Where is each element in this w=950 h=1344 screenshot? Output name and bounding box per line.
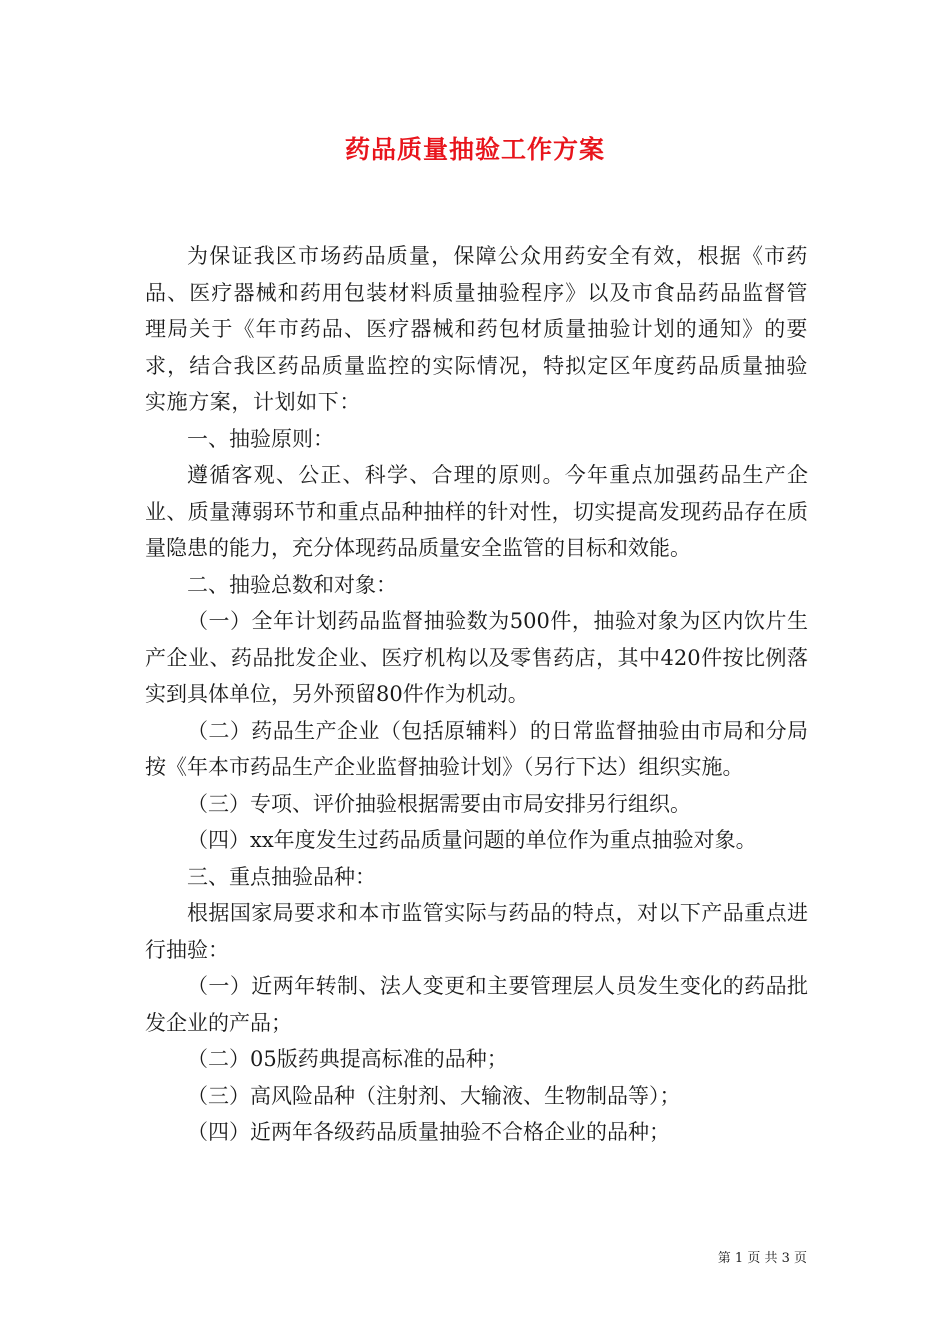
totals-item-1: （一）全年计划药品监督抽验数为500件，抽验对象为区内饮片生产企业、药品批发企业、医疗机构以及零售药店，其中420件按比例落实到具体单位，另外预留80件作为机动。 bbox=[145, 609, 808, 706]
document-body bbox=[145, 238, 808, 1151]
page-number: 第 1 页 共 3 页 bbox=[717, 1251, 807, 1266]
totals-item-3: （三）专项、评价抽验根据需要由市局安排另行组织。 bbox=[187, 791, 691, 816]
intro-paragraph: 为保证我区市场药品质量，保障公众用药安全有效，根据《市药品、医疗器械和药用包装材料质量抽验程序》以及市食品药品监督管理局关于《年市药品、医疗器械和药包材质量抽验计划的通知》的要求，结合我区药品质量监控的实际情况，特拟定区年度药品质量抽验实施方案，计划如下： bbox=[145, 244, 808, 414]
key-varieties-item-3: （三）高风险品种（注射剂、大输液、生物制品等）； bbox=[187, 1083, 681, 1108]
key-varieties-item-2: （二）05版药典提高标准的品种； bbox=[187, 1047, 508, 1071]
section-heading-totals: 二、抽验总数和对象： bbox=[187, 572, 397, 597]
section-heading-key-varieties: 三、重点抽验品种： bbox=[187, 864, 376, 889]
document-title: 药品质量抽验工作方案 bbox=[344, 135, 605, 164]
totals-item-4: （四）xx年度发生过药品质量问题的单位作为重点抽验对象。 bbox=[187, 828, 757, 852]
totals-item-2: （二）药品生产企业（包括原辅料）的日常监督抽验由市局和分局按《年本市药品生产企业监督抽验计划》（另行下达）组织实施。 bbox=[145, 718, 808, 779]
key-varieties-item-1: （一）近两年转制、法人变更和主要管理层人员发生变化的药品批发企业的产品； bbox=[145, 974, 808, 1035]
key-varieties-item-4: （四）近两年各级药品质量抽验不合格企业的品种； bbox=[187, 1120, 670, 1144]
key-varieties-intro: 根据国家局要求和本市监管实际与药品的特点，对以下产品重点进行抽验： bbox=[145, 901, 808, 962]
principles-paragraph: 遵循客观、公正、科学、合理的原则。今年重点加强药品生产企业、质量薄弱环节和重点品种抽样的针对性，切实提高发现药品存在质量隐患的能力，充分体现药品质量安全监管的目标和效能。 bbox=[145, 463, 808, 560]
section-heading-principles: 一、抽验原则： bbox=[187, 426, 334, 451]
